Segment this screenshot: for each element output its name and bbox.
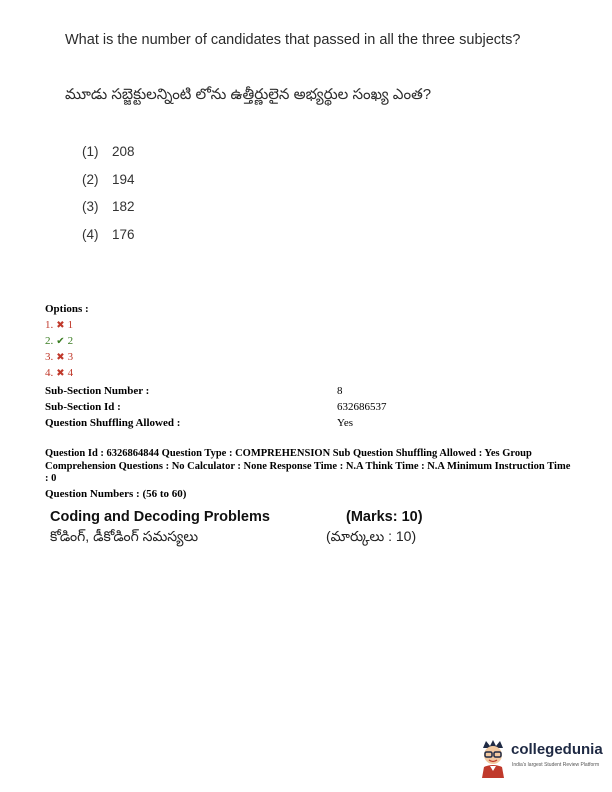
choice-1 (82, 144, 135, 159)
option-label: 2. (45, 335, 54, 347)
option-value: 2 (67, 335, 74, 347)
sub-section-number-label: Sub-Section Number : (45, 385, 150, 397)
option-value: 4 (67, 367, 74, 379)
sub-section-id-value: 632686537 (337, 401, 387, 413)
section-marks-telugu: (మార్కులు : 10) (326, 528, 417, 544)
section-title-telugu: కోడింగ్, డీకోడింగ్ సమస్యలు (50, 528, 199, 544)
choice-value: 182 (112, 199, 135, 214)
option-label: 4. (45, 367, 54, 379)
choice-value: 176 (112, 227, 135, 242)
choice-number: (2) (82, 172, 99, 187)
option-4 (45, 367, 73, 379)
option-2 (45, 335, 73, 347)
choice-3 (82, 199, 135, 214)
question-shuffling-value: Yes (337, 417, 354, 429)
question-english: What is the number of candidates that passed in all the three subjects? (65, 32, 521, 48)
question-telugu: మూడు సబ్జెక్టులన్నింటి లోను ఉత్తీర్ణులైన అభ్యర్థుల సంఖ్య ఎంత? (65, 86, 432, 103)
logo-wordmark: collegedunia (511, 741, 603, 758)
question-info: Question Id : 6326864844 Question Type : COMPREHENSION Sub Question Shuffling Allowed : Yes Group Comprehension Questions : No Calculator : None Response Time : N.A Think Time : N.A Minimum Instruction Time : 0 (45, 448, 571, 484)
choice-number: (3) (82, 199, 99, 214)
cross-icon: ✖ (56, 368, 65, 379)
check-icon: ✔ (56, 336, 65, 347)
sub-section-id-label: Sub-Section Id : (45, 401, 121, 413)
choice-value: 194 (112, 172, 135, 187)
options-title: Options : (45, 303, 89, 315)
sub-section-number-value: 8 (337, 385, 343, 397)
choice-number: (1) (82, 144, 99, 159)
student-mascot-icon (476, 738, 510, 778)
cross-icon: ✖ (56, 320, 65, 331)
question-shuffling-label: Question Shuffling Allowed : (45, 417, 181, 429)
choice-value: 208 (112, 144, 135, 159)
option-value: 3 (67, 351, 74, 363)
section-title: Coding and Decoding Problems (50, 509, 270, 525)
choice-number: (4) (82, 227, 99, 242)
option-value: 1 (67, 319, 74, 331)
option-3 (45, 351, 73, 363)
cross-icon: ✖ (56, 352, 65, 363)
question-numbers: Question Numbers : (56 to 60) (45, 488, 187, 500)
choice-4 (82, 227, 135, 242)
collegedunia-logo (476, 738, 603, 780)
logo-tagline: India's largest Student Review Platform (512, 762, 600, 768)
option-label: 1. (45, 319, 54, 331)
option-label: 3. (45, 351, 54, 363)
option-1 (45, 319, 73, 331)
choice-2 (82, 172, 135, 187)
section-marks: (Marks: 10) (346, 509, 423, 525)
